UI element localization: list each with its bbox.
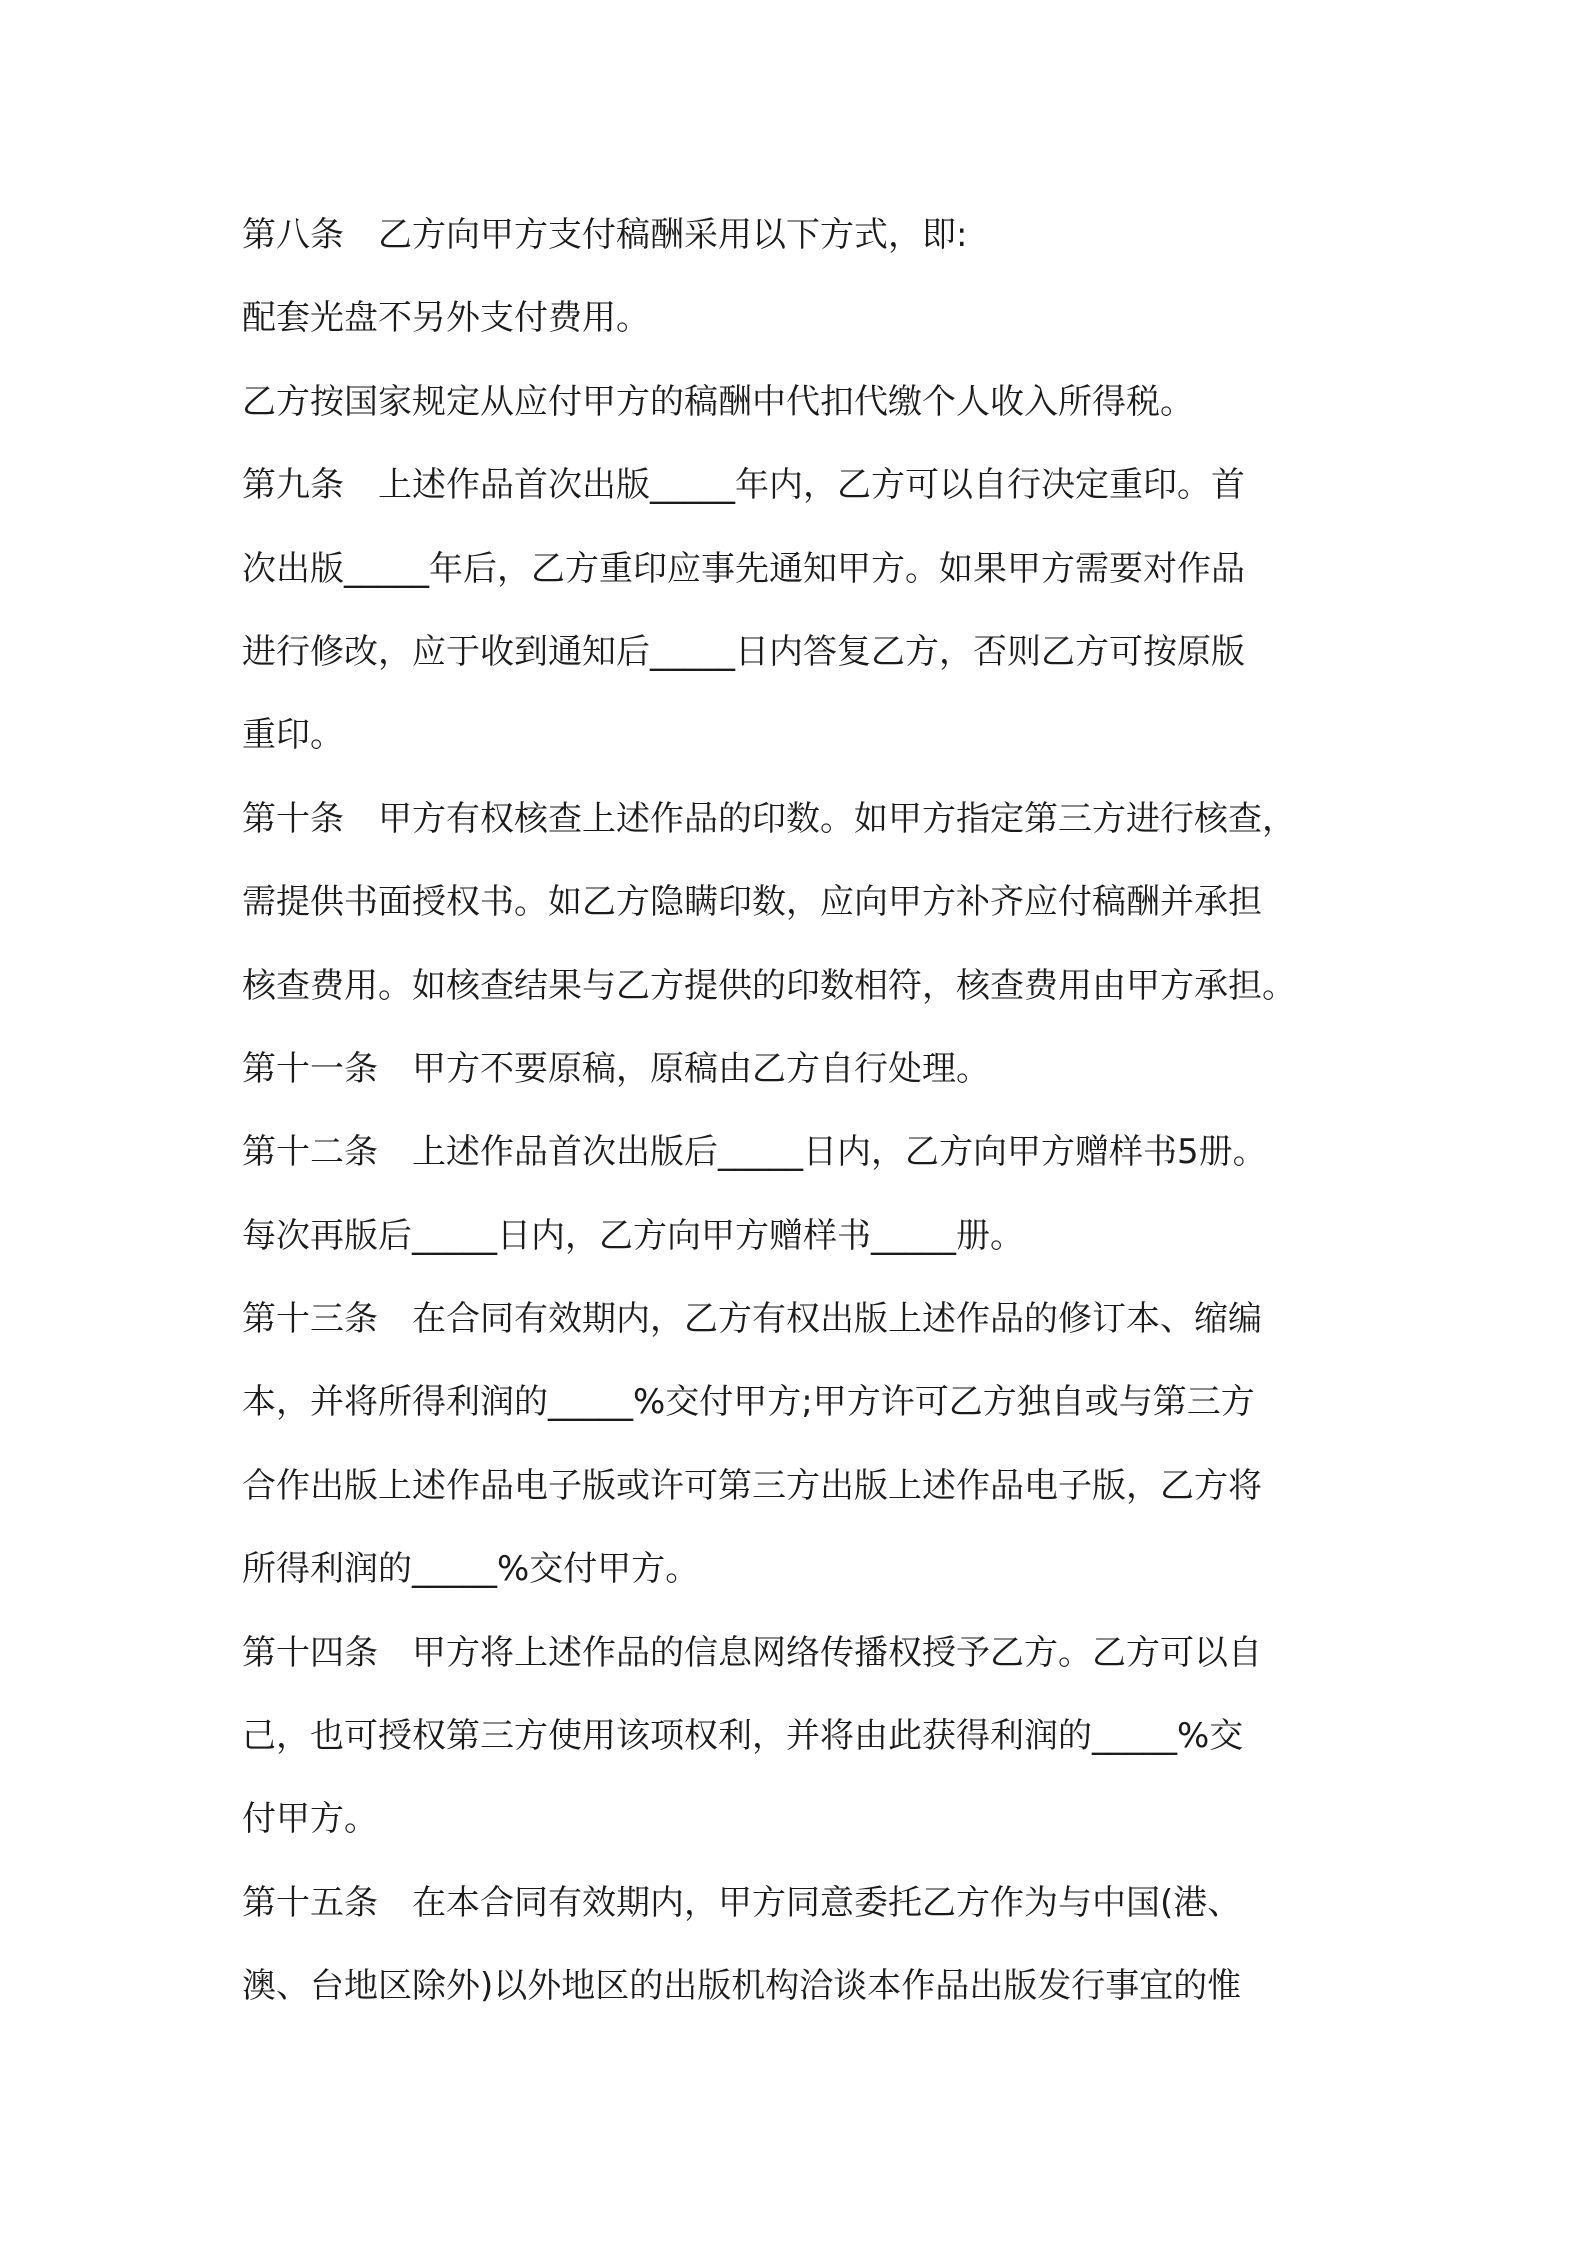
text-line: 乙方按国家规定从应付甲方的稿酬中代扣代缴个人收入所得税。	[242, 381, 1194, 422]
text-line: 第十一条 甲方不要原稿，原稿由乙方自行处理。	[242, 1048, 990, 1089]
text-line: 本，并将所得利润的_____%交付甲方;甲方许可乙方独自或与第三方	[242, 1382, 1255, 1423]
text-line: 澳、台地区除外)以外地区的出版机构洽谈本作品出版发行事宜的惟	[242, 1966, 1242, 2007]
text-line: 付甲方。	[242, 1799, 378, 1840]
text-line: 次出版_____年后，乙方重印应事先通知甲方。如果甲方需要对作品	[242, 548, 1245, 589]
text-line: 进行修改，应于收到通知后_____日内答复乙方，否则乙方可按原版	[242, 631, 1245, 672]
text-line: 第十条 甲方有权核查上述作品的印数。如甲方指定第三方进行核查，	[242, 798, 1296, 839]
text-line: 核查费用。如核查结果与乙方提供的印数相符，核查费用由甲方承担。	[242, 965, 1296, 1006]
text-line: 第十五条 在本合同有效期内，甲方同意委托乙方作为与中国(港、	[242, 1882, 1242, 1923]
text-line: 每次再版后_____日内，乙方向甲方赠样书_____册。	[242, 1215, 1024, 1256]
text-line: 第九条 上述作品首次出版_____年内，乙方可以自行决定重印。首	[242, 465, 1245, 506]
document-body	[242, 194, 1366, 2029]
text-line: 合作出版上述作品电子版或许可第三方出版上述作品电子版，乙方将	[242, 1465, 1262, 1506]
text-line: 第十四条 甲方将上述作品的信息网络传播权授予乙方。乙方可以自	[242, 1632, 1262, 1673]
text-line: 第八条 乙方向甲方支付稿酬采用以下方式，即:	[242, 215, 968, 255]
text-line: 己，也可授权第三方使用该项权利，并将由此获得利润的_____%交	[242, 1716, 1244, 1757]
text-line: 所得利润的_____%交付甲方。	[242, 1549, 700, 1590]
text-line: 第十三条 在合同有效期内，乙方有权出版上述作品的修订本、缩编	[242, 1299, 1262, 1340]
text-line: 需提供书面授权书。如乙方隐瞒印数，应向甲方补齐应付稿酬并承担	[242, 882, 1262, 923]
text-line: 第十二条 上述作品首次出版后_____日内，乙方向甲方赠样书5册。	[242, 1132, 1267, 1173]
text-line: 重印。	[242, 715, 344, 756]
text-line: 配套光盘不另外支付费用。	[242, 298, 650, 339]
